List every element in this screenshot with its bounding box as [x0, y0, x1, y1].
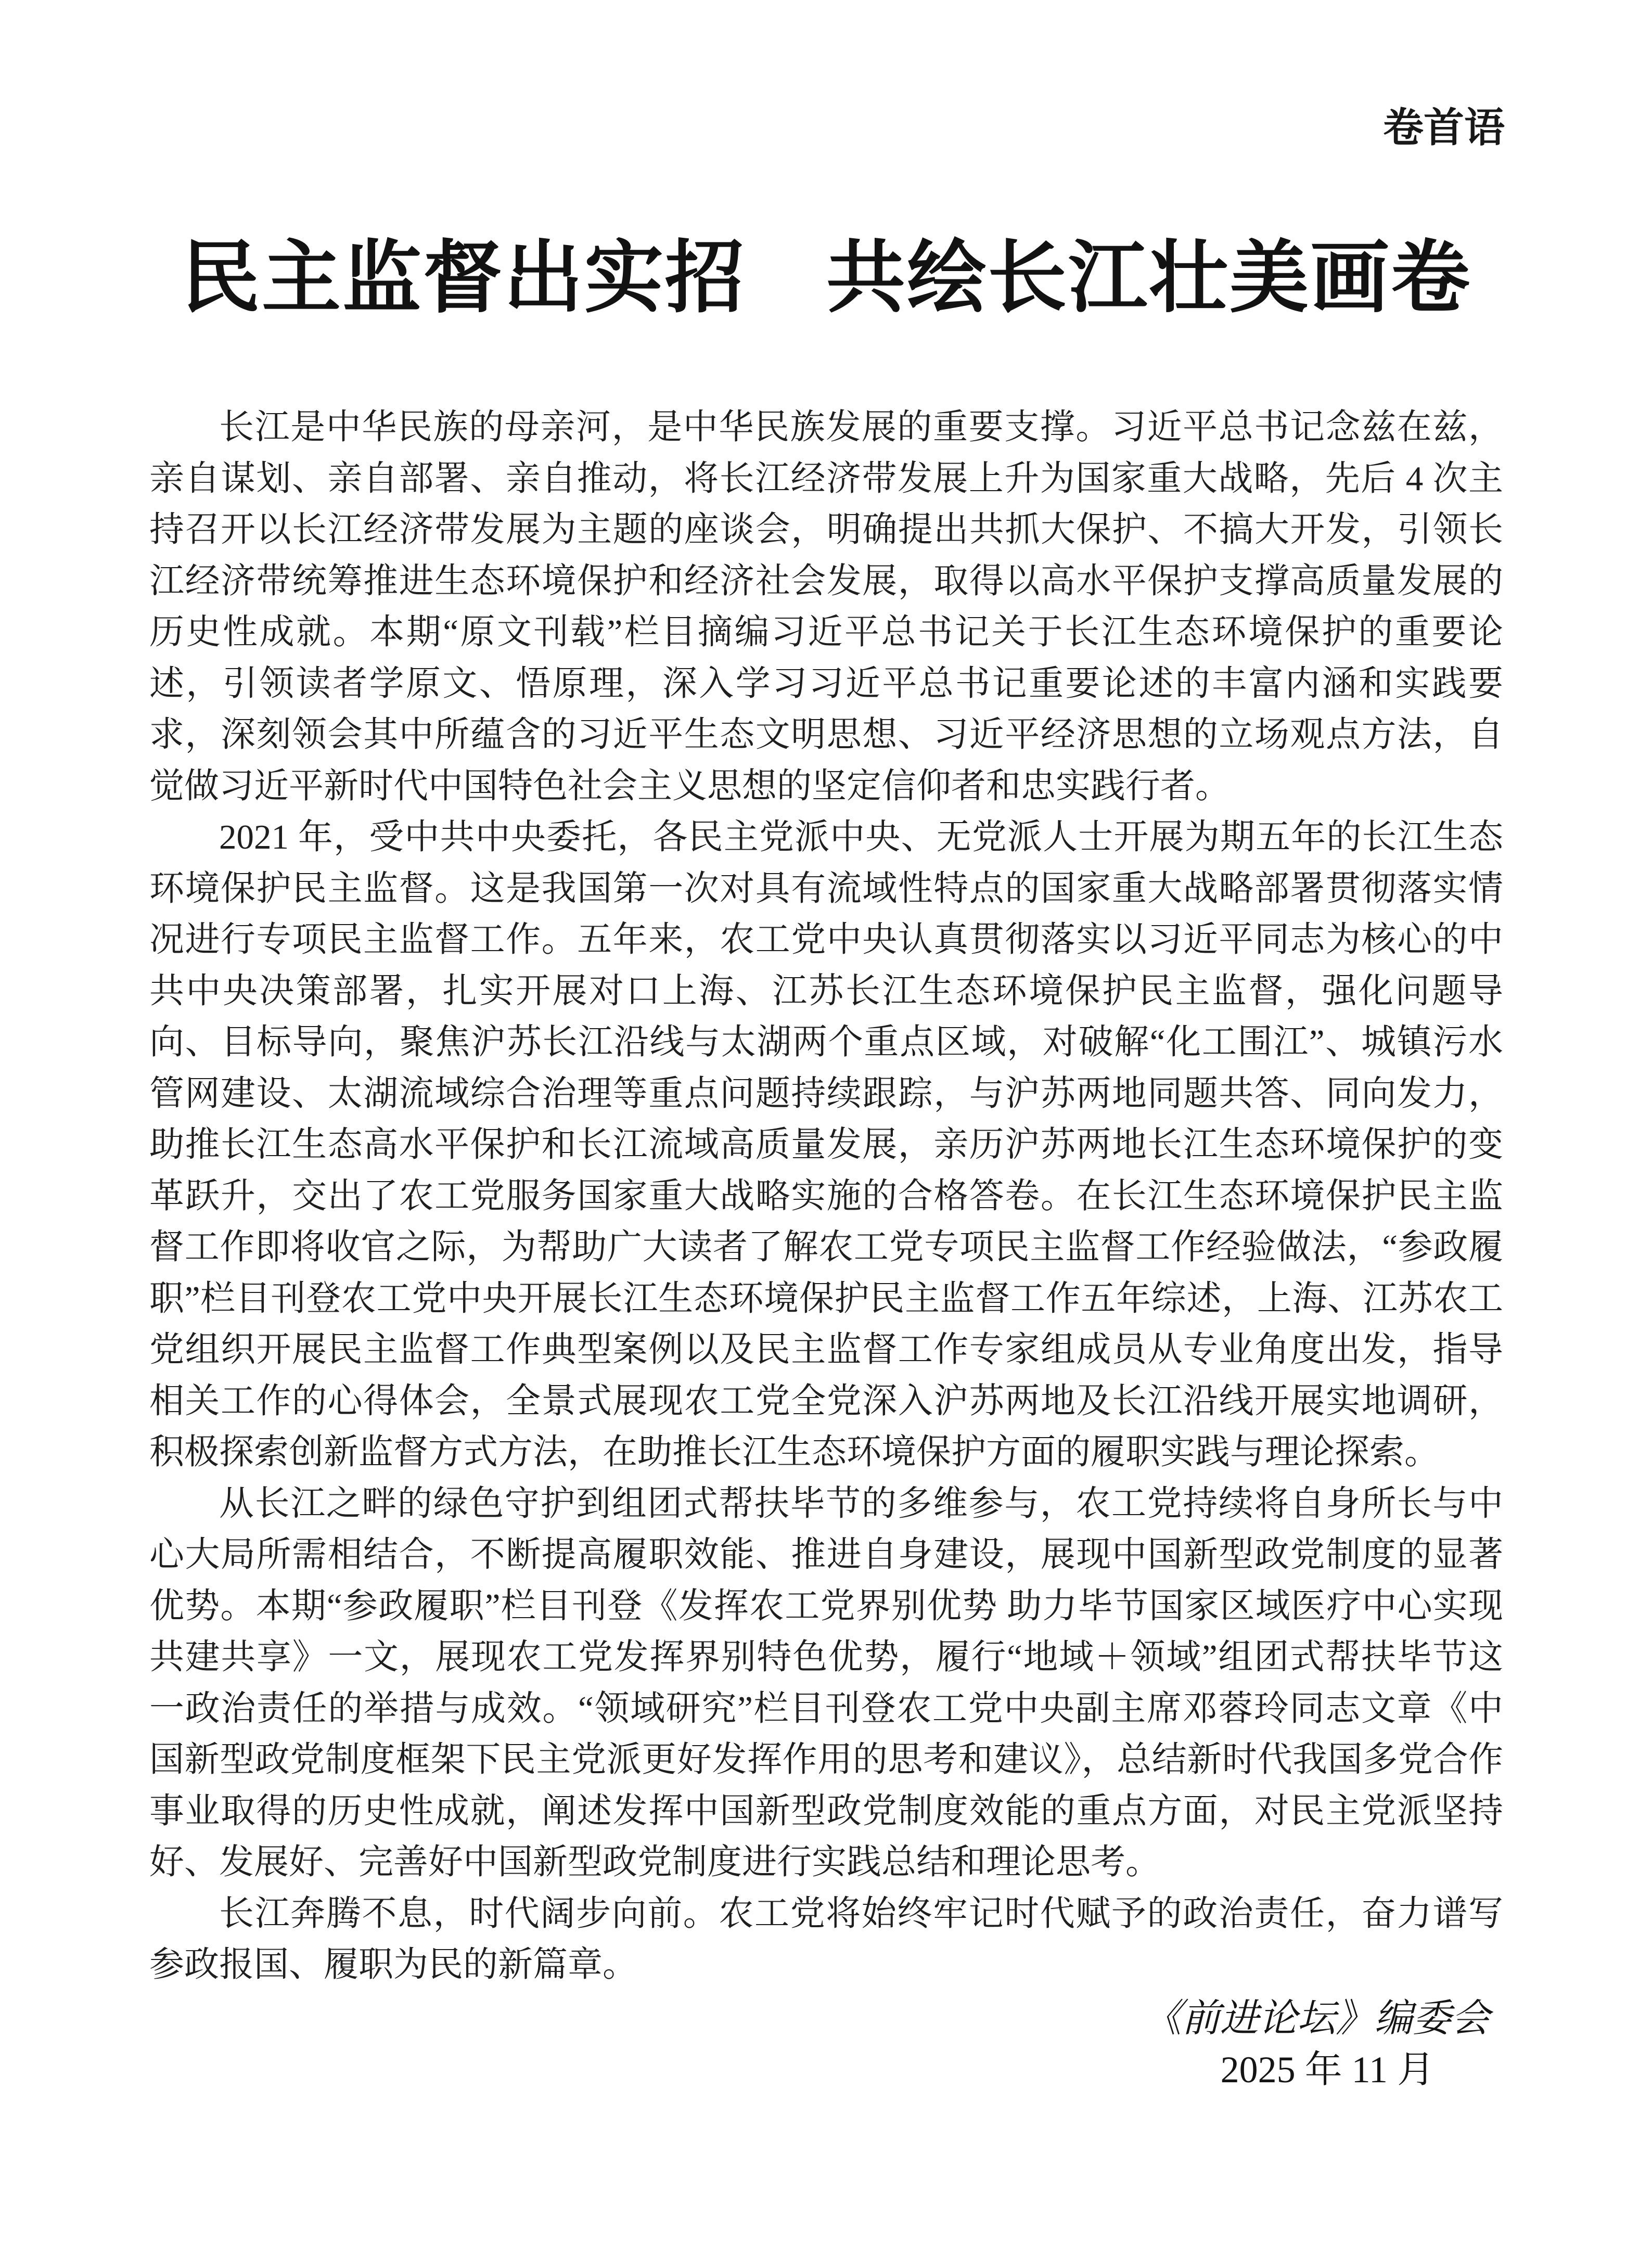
paragraph-4: 长江奔腾不息，时代阔步向前。农工党将始终牢记时代赋予的政治责任，奋力谱写参政报国、履职为民的新篇章。 [149, 1894, 1503, 1984]
paragraph-2: 2021 年，受中共中央委托，各民主党派中央、无党派人士开展为期五年的长江生态环境保护民主监督。这是我国第一次对具有流域性特点的国家重大战略部署贯彻落实情况进行专项民主监督工作。五年来，农工党中央认真贯彻落实以习近平同志为核心的中共中央决策部署，扎实开展对口上海、江苏长江生态环境保护民主监督，强化问题导向、目标导向，聚焦沪苏长江沿线与太湖两个重点区域，对破解“化工围江”、城镇污水管网建设、太湖流域综合治理等重点问题持续跟踪，与沪苏两地同题共答、同向发力，助推长江生态高水平保护和长江流域高质量发展，亲历沪苏两地长江生态环境保护的变革跃升，交出了农工党服务国家重大战略实施的合格答卷。在长江生态环境保护民主监督工作即将收官之际，为帮助广大读者了解农工党专项民主监督工作经验做法，“参政履职”栏目刊登农工党中央开展长江生态环境保护民主监督工作五年综述，上海、江苏农工党组织开展民主监督工作典型案例以及民主监督工作专家组成员从专业角度出发，指导相关工作的心得体会，全景式展现农工党全党深入沪苏两地及长江沿线开展实地调研，积极探索创新监督方式方法，在助推长江生态环境保护方面的履职实践与理论探索。 [149, 818, 1503, 1471]
closing-block [149, 1993, 1503, 2095]
editorial-board-signature: 《前进论坛》编委会 [1143, 1997, 1490, 2040]
page-title: 民主监督出实招 共绘长江壮美画卷 [181, 235, 1471, 322]
issue-date: 2025 年 11 月 [1220, 2049, 1435, 2091]
section-label: 卷首语 [1382, 105, 1505, 150]
paragraph-3: 从长江之畔的绿色守护到组团式帮扶毕节的多维参与，农工党持续将自身所长与中心大局所需相结合，不断提高履职效能、推进自身建设，展现中国新型政党制度的显著优势。本期“参政履职”栏目刊登《发挥农工党界别优势 助力毕节国家区域医疗中心实现共建共享》一文，展现农工党发挥界别特色优势，履行“地域＋领域”组团式帮扶毕节这一政治责任的举措与成效。“领域研究”栏目刊登农工党中央副主席邓蓉玲同志文章《中国新型政党制度框架下民主党派更好发挥作用的思考和建议》，总结新时代我国多党合作事业取得的历史性成就，阐述发挥中国新型政党制度效能的重点方面，对民主党派坚持好、发展好、完善好中国新型政党制度进行实践总结和理论思考。 [149, 1484, 1503, 1881]
paragraph-1: 长江是中华民族的母亲河，是中华民族发展的重要支撑。习近平总书记念兹在兹，亲自谋划、亲自部署、亲自推动，将长江经济带发展上升为国家重大战略，先后 4 次主持召开以长江经济带发展为主题的座谈会，明确提出共抓大保护、不搞大开发，引领长江经济带统筹推进生态环境保护和经济社会发展，取得以高水平保护支撑高质量发展的历史性成就。本期“原文刊载”栏目摘编习近平总书记关于长江生态环境保护的重要论述，引领读者学原文、悟原理，深入学习习近平总书记重要论述的丰富内涵和实践要求，深刻领会其中所蕴含的习近平生态文明思想、习近平经济思想的立场观点方法，自觉做习近平新时代中国特色社会主义思想的坚定信仰者和忠实践行者。 [149, 408, 1503, 805]
article-body [149, 402, 1503, 1991]
